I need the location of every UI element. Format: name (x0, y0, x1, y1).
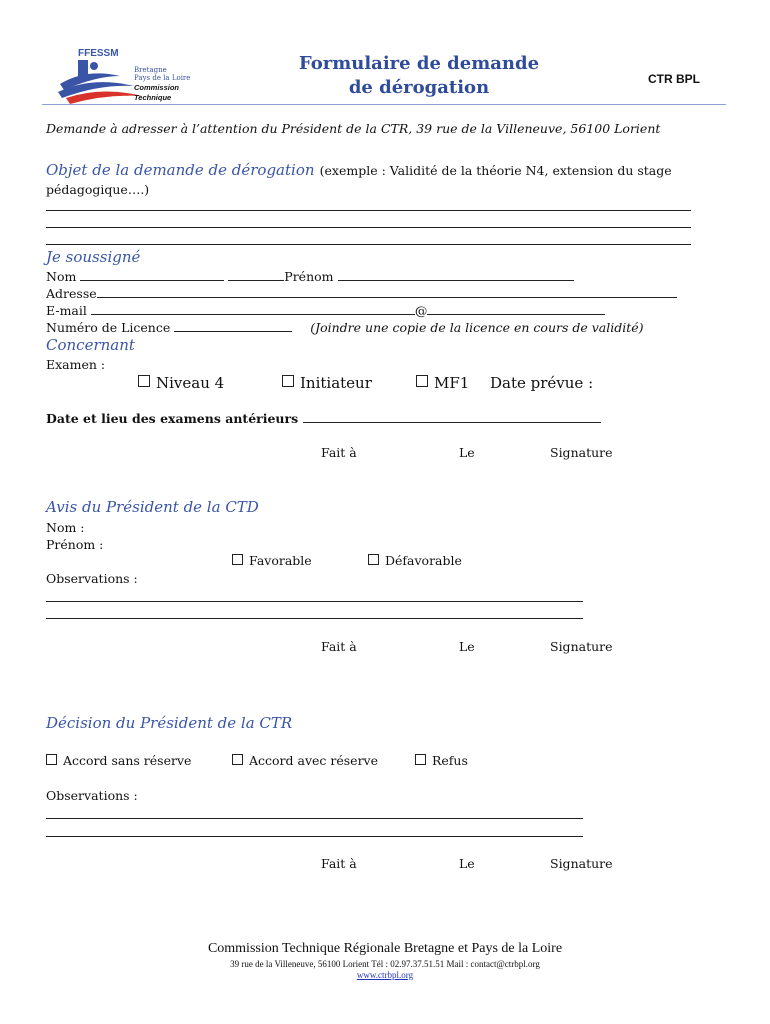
soussigne-heading: Je soussigné (46, 248, 141, 266)
footer-website-link[interactable]: www.ctrbpl.org (356, 970, 414, 980)
nom-row (46, 268, 574, 285)
checkbox-icon[interactable] (416, 375, 428, 387)
email-domain-field[interactable] (427, 302, 605, 315)
ctr-heading: Décision du Président de la CTR (46, 714, 293, 732)
licence-label: Numéro de Licence (46, 320, 171, 335)
anterieurs-field[interactable] (303, 410, 601, 423)
option-mf1[interactable]: MF1 (416, 374, 469, 392)
licence-note: (Joindre une copie de la licence en cours de validité) (310, 320, 644, 335)
logo-text-3: Commission (134, 83, 180, 92)
checkbox-icon[interactable] (46, 754, 57, 765)
ctd-heading: Avis du Président de la CTD (46, 498, 259, 516)
logo-text-4: Technique (134, 93, 172, 102)
signature-label-1: Signature (550, 445, 613, 460)
logo-brand: FFESSM (78, 48, 119, 59)
footer-org: Commission Technique Régionale Bretagne et Pays de la Loire (207, 941, 563, 956)
nom-label: Nom (46, 269, 77, 284)
adresse-row (46, 285, 677, 302)
objet-line-2[interactable] (46, 227, 691, 228)
objet-example-2: pédagogique….) (46, 182, 150, 197)
option-initiateur[interactable]: Initiateur (282, 374, 372, 392)
ctr-obs-line-1[interactable] (46, 818, 583, 819)
anterieurs-label: Date et lieu des examens antérieurs (46, 411, 299, 426)
checkbox-icon[interactable] (368, 554, 379, 565)
nom-field-2[interactable] (228, 268, 284, 281)
le-label-1: Le (459, 445, 475, 460)
date-prevue-label: Date prévue : (490, 374, 594, 392)
email-row (46, 302, 605, 319)
fait-label-2: Fait à (321, 639, 357, 654)
fait-label-3: Fait à (321, 856, 357, 871)
signature-label-3: Signature (550, 856, 613, 871)
email-user-field[interactable] (91, 302, 415, 315)
objet-section (46, 160, 706, 179)
logo-text-1: Bretagne (134, 66, 167, 74)
title-line-1: Formulaire de demande (298, 53, 540, 74)
adresse-field[interactable] (97, 285, 677, 298)
checkbox-icon[interactable] (415, 754, 426, 765)
ctr-option-avec-reserve[interactable]: Accord avec réserve (232, 752, 378, 769)
email-at: @ (414, 303, 428, 318)
ctr-option-refus[interactable]: Refus (415, 752, 468, 769)
le-label-2: Le (459, 639, 475, 654)
signature-label-2: Signature (550, 639, 613, 654)
page-title (258, 52, 580, 100)
ctd-nom-label: Nom : (46, 520, 85, 535)
prenom-field[interactable] (338, 268, 574, 281)
licence-field[interactable] (174, 319, 292, 332)
title-line-2: de dérogation (348, 77, 490, 98)
adresse-label: Adresse (46, 286, 97, 301)
licence-row (46, 319, 644, 336)
objet-line-1[interactable] (46, 210, 691, 211)
ctd-prenom-label: Prénom : (46, 537, 104, 552)
ctr-observations-label: Observations : (46, 788, 138, 803)
checkbox-icon[interactable] (282, 375, 294, 387)
anterieurs-row (46, 410, 601, 427)
nom-field[interactable] (80, 268, 224, 281)
concernant-heading: Concernant (46, 336, 135, 354)
footer-contact: 39 rue de la Villeneuve, 56100 Lorient Tél : 02.97.37.51.51 Mail : contact@ctrbpl.org (230, 959, 540, 969)
ctr-code: CTR BPL (648, 72, 700, 86)
ffessm-logo (56, 46, 204, 108)
ctd-observations-label: Observations : (46, 571, 138, 586)
examen-label: Examen : (46, 357, 106, 372)
objet-example-1: (exemple : Validité de la théorie N4, extension du stage (319, 163, 672, 178)
ctd-defavorable-option[interactable]: Défavorable (368, 552, 462, 569)
ctd-favorable-option[interactable]: Favorable (232, 552, 312, 569)
ctr-option-sans-reserve[interactable]: Accord sans réserve (46, 752, 191, 769)
option-niveau4[interactable]: Niveau 4 (138, 374, 224, 392)
header-rule (42, 104, 726, 105)
checkbox-icon[interactable] (232, 554, 243, 565)
objet-heading: Objet de la demande de dérogation (46, 161, 315, 179)
email-label: E-mail (46, 303, 87, 318)
checkbox-icon[interactable] (232, 754, 243, 765)
ctd-obs-line-1[interactable] (46, 601, 583, 602)
ctr-obs-line-2[interactable] (46, 836, 583, 837)
prenom-label: Prénom (284, 269, 334, 284)
ctd-obs-line-2[interactable] (46, 618, 583, 619)
intro-text: Demande à adresser à l’attention du Président de la CTR, 39 rue de la Villeneuve, 56100 Lorient (46, 121, 661, 136)
checkbox-icon[interactable] (138, 375, 150, 387)
objet-line-3[interactable] (46, 244, 691, 245)
fait-label-1: Fait à (321, 445, 357, 460)
le-label-3: Le (459, 856, 475, 871)
logo-text-2: Pays de la Loire (134, 74, 191, 82)
